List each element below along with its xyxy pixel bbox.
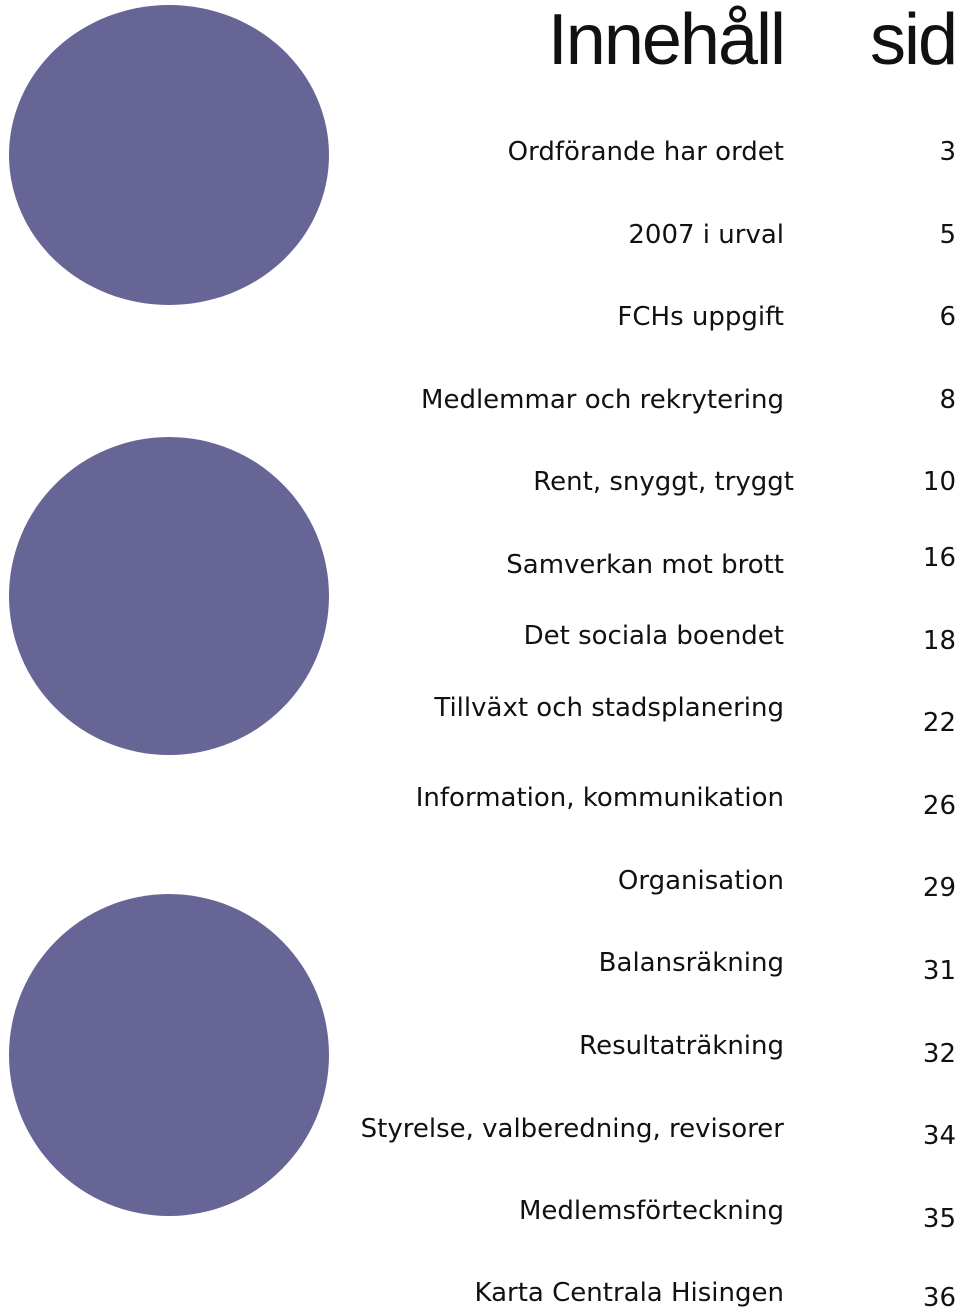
toc-entry-page: 29	[922, 873, 956, 903]
toc-entry-page: 32	[922, 1039, 956, 1069]
toc-entry-title[interactable]: Tillväxt och stadsplanering	[434, 693, 784, 723]
decorative-circle-top	[9, 5, 329, 305]
toc-entry-page: 10	[922, 467, 956, 497]
decorative-circle-bottom	[9, 894, 329, 1216]
toc-entry-title[interactable]: 2007 i urval	[628, 220, 784, 250]
toc-entry-title[interactable]: Rent, snyggt, tryggt	[533, 467, 794, 497]
toc-entry-title[interactable]: Resultaträkning	[579, 1031, 784, 1061]
toc-entry-page: 35	[922, 1204, 956, 1234]
toc-entry-title[interactable]: Samverkan mot brott	[506, 550, 784, 580]
toc-entry-page: 36	[922, 1283, 956, 1313]
toc-entry-title[interactable]: Balansräkning	[598, 948, 784, 978]
toc-entry-title[interactable]: Medlemsförteckning	[518, 1196, 784, 1226]
page-column-heading: sid	[869, 0, 956, 80]
toc-entry-page: 22	[922, 708, 956, 738]
decorative-circle-middle	[9, 437, 329, 755]
toc-entry-page: 6	[939, 302, 956, 332]
toc-entry-title[interactable]: Det sociala boendet	[523, 621, 784, 651]
toc-entry-page: 34	[922, 1121, 956, 1151]
toc-entry-page: 5	[939, 220, 956, 250]
toc-entry-page: 18	[922, 626, 956, 656]
toc-entry-title[interactable]: Medlemmar och rekrytering	[421, 385, 784, 415]
toc-entry-page: 31	[922, 956, 956, 986]
toc-entry-title[interactable]: Karta Centrala Hisingen	[474, 1278, 784, 1308]
toc-entry-title[interactable]: Ordförande har ordet	[507, 137, 784, 167]
toc-entry-title[interactable]: Organisation	[617, 866, 784, 896]
toc-heading: Innehåll	[547, 0, 784, 80]
toc-entry-title[interactable]: Information, kommunikation	[415, 783, 784, 813]
toc-entry-title[interactable]: Styrelse, valberedning, revisorer	[360, 1114, 784, 1144]
toc-entry-page: 16	[922, 543, 956, 573]
toc-entry-title[interactable]: FCHs uppgift	[617, 302, 784, 332]
toc-entry-page: 8	[939, 385, 956, 415]
toc-entry-page: 26	[922, 791, 956, 821]
toc-entry-page: 3	[939, 137, 956, 167]
